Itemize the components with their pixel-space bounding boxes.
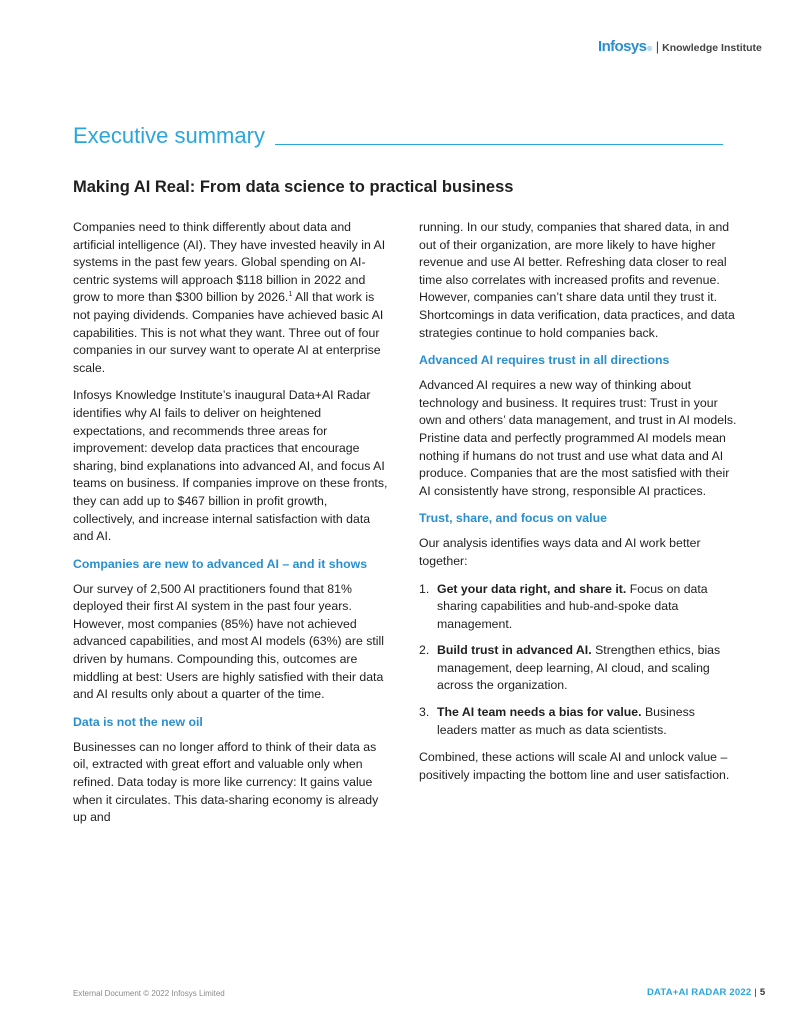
- list-item: [419, 581, 737, 634]
- subheading: Trust, share, and focus on value: [419, 511, 607, 526]
- list-item-text: Focus on data sharing capabilities and hub-and-spoke data management.: [437, 581, 708, 631]
- paragraph: Combined, these actions will scale AI and unlock value – positively impacting the bottom line and user satisfaction.: [419, 750, 730, 782]
- footer-page-info: [647, 987, 765, 998]
- footer-report-name: DATA+AI RADAR 2022: [647, 987, 752, 998]
- subheading: Companies are new to advanced AI – and it shows: [73, 556, 368, 571]
- subheading: Data is not the new oil: [73, 714, 203, 729]
- list-item: [419, 642, 737, 695]
- paragraph: Our analysis identifies ways data and AI work better together:: [419, 536, 701, 568]
- page-number: 5: [759, 987, 766, 998]
- section-title: [73, 121, 723, 151]
- list-item-text: Strengthen ethics, bias management, deep learning, AI cloud, and scaling across the organization.: [437, 643, 721, 693]
- paragraph-text: All that work is not paying dividends. Companies have achieved basic AI capabilities. This is not what they want. Three out of four companies in our survey want to operate AI at enterprise scale.: [73, 290, 384, 375]
- paragraph: running. In our study, companies that shared data, in and out of their organization, are more likely to have higher revenue and use AI better. Refreshing data closer to real time also correlates with increased profits and revenue. However, companies can’t share data until they trust it. Shortcomings in data verification, data practices, and data strategies continue to hold companies back.: [419, 220, 735, 340]
- paragraph-text: Companies need to think differently about data and artificial intelligence (AI). They have invested heavily in AI systems in the past few years. Global spending on AI-centric systems will approach $118 billion in 2022 and grow to more than $300 billion by 2026.: [73, 220, 386, 305]
- list-item: [419, 704, 737, 739]
- footer-separator: |: [754, 987, 757, 998]
- paragraph: [73, 219, 391, 377]
- footer-copyright: External Document © 2022 Infosys Limited: [73, 989, 225, 998]
- list-item-bold: Build trust in advanced AI.: [437, 643, 592, 658]
- recommendation-list: [419, 581, 737, 740]
- list-number: 2.: [419, 643, 430, 658]
- list-item-text: Business leaders matter as much as data scientists.: [437, 705, 695, 737]
- paragraph: Infosys Knowledge Institute’s inaugural Data+AI Radar identifies why AI fails to deliver on heightened expectations, and recommends three areas for improvement: develop data practices that encourage sharing, bind explanations into advanced AI, and focus AI teams on business. If companies improve on these fronts, they can add up to $467 billion in profit growth, collectively, and increase internal satisfaction with data and AI.: [73, 388, 388, 544]
- logo-separator: |: [655, 39, 660, 54]
- paragraph: Our survey of 2,500 AI practitioners found that 81% deployed their first AI system in the past four years. However, most companies (85%) have not achieved advanced capabilities, and most AI models (63%) are still driven by humans. Compounding this, outcomes are middling at best: Users are highly satisfied with their data and AI results only about a quarter of the time.: [73, 581, 384, 702]
- infosys-logo: [598, 38, 762, 55]
- logo-institute: Knowledge Institute: [662, 42, 762, 54]
- section-title-text: Executive summary: [73, 123, 265, 148]
- page-subtitle: Making AI Real: From data science to practical business: [73, 178, 514, 196]
- list-item-bold: The AI team needs a bias for value.: [437, 705, 642, 720]
- list-number: 3.: [419, 705, 430, 720]
- right-column: [419, 219, 737, 794]
- list-number: 1.: [419, 581, 430, 596]
- left-column: [73, 219, 391, 837]
- list-item-bold: Get your data right, and share it.: [437, 581, 627, 596]
- logo-brand: Infosys: [598, 38, 647, 55]
- paragraph: Businesses can no longer afford to think of their data as oil, extracted with great effort and valuable only when refined. Data today is more like currency: It gains value when it circulates. This data-sharing economy is already up and: [73, 739, 379, 825]
- section-title-rule: [275, 144, 723, 145]
- logo-registered-mark: ®: [647, 47, 652, 53]
- footnote-marker: 1: [288, 291, 293, 299]
- subheading: Advanced AI requires trust in all directions: [419, 353, 670, 368]
- paragraph: Advanced AI requires a new way of thinking about technology and business. It requires trust: Trust in your own and others’ data management, and trust in AI models. Pristine data and perfectly programmed AI models mean nothing if humans do not trust and use what data and AI produce. Companies that are the most satisfied with their AI consistently have strong, responsible AI practices.: [419, 378, 737, 498]
